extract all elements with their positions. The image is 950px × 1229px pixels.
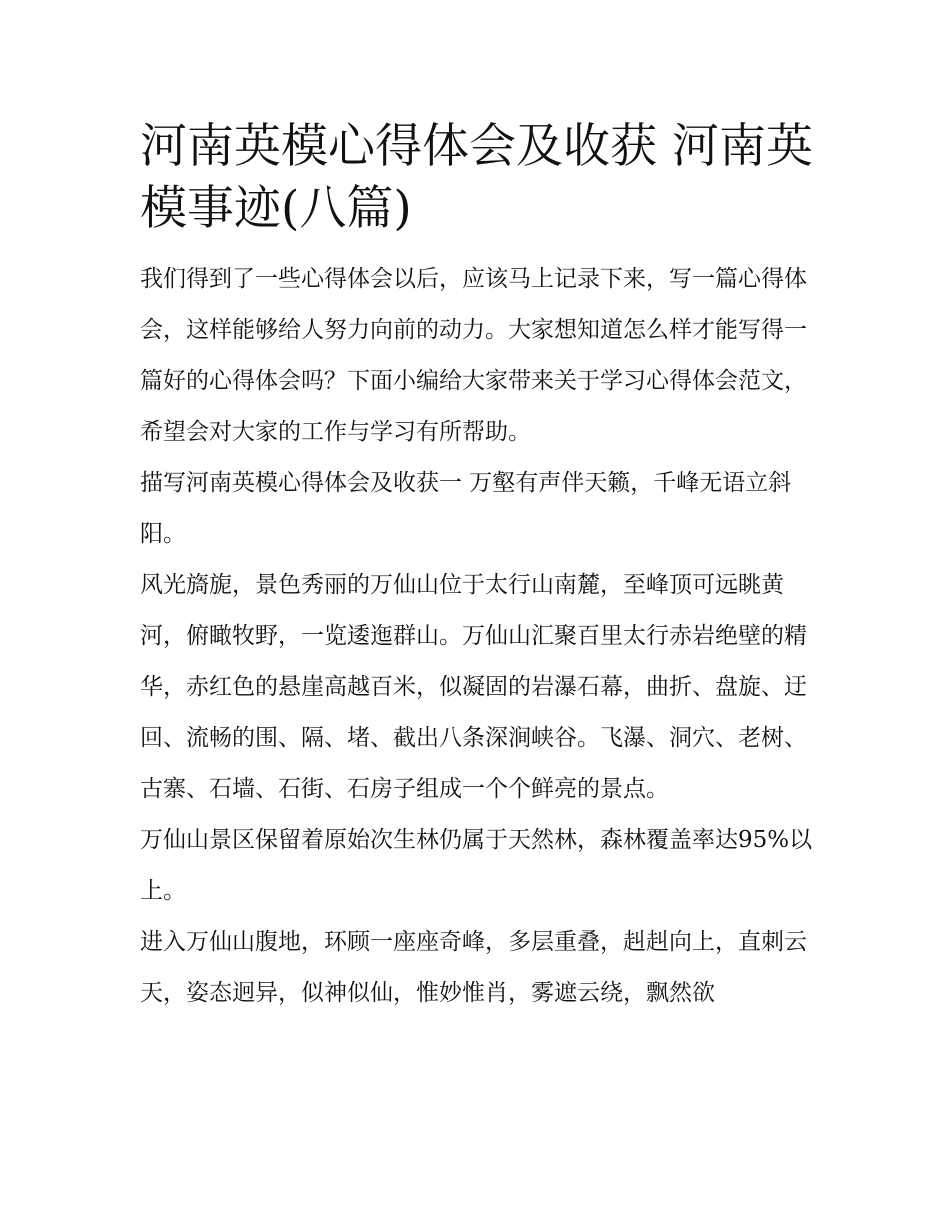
document-title: 河南英模心得体会及收获 河南英模事迹(八篇) [140,119,813,236]
paragraph-scenery: 风光旖旎，景色秀丽的万仙山位于太行山南麓，至峰顶可远眺黄河，俯瞰牧野，一览逶迤群山。万仙山汇聚百里太行赤岩绝壁的精华，赤红色的悬崖高越百米，似凝固的岩瀑石幕，曲折、盘旋、迂回、流畅的围、隔、堵、截出八条深涧峡谷。飞瀑、洞穴、老树、古寨、石墙、石街、石房子组成一个个鲜亮的景点。 [140,572,807,802]
paragraph-peaks: 进入万仙山腹地，环顾一座座奇峰，多层重叠，赳赳向上，直刺云天，姿态迥异，似神似仙，惟妙惟肖，雾遮云绕，飘然欲 [140,929,807,1006]
paragraph-section-one-heading: 描写河南英模心得体会及收获一 万壑有声伴天籁，千峰无语立斜阳。 [140,470,792,547]
document-body [140,254,820,1019]
paragraph-intro: 我们得到了一些心得体会以后，应该马上记录下来，写一篇心得体会，这样能够给人努力向前的动力。大家想知道怎么样才能写得一篇好的心得体会吗？下面小编给大家带来关于学习心得体会范文，希望会对大家的工作与学习有所帮助。 [140,266,807,445]
paragraph-forest: 万仙山景区保留着原始次生林仍属于天然林，森林覆盖率达95%以上。 [140,827,813,904]
